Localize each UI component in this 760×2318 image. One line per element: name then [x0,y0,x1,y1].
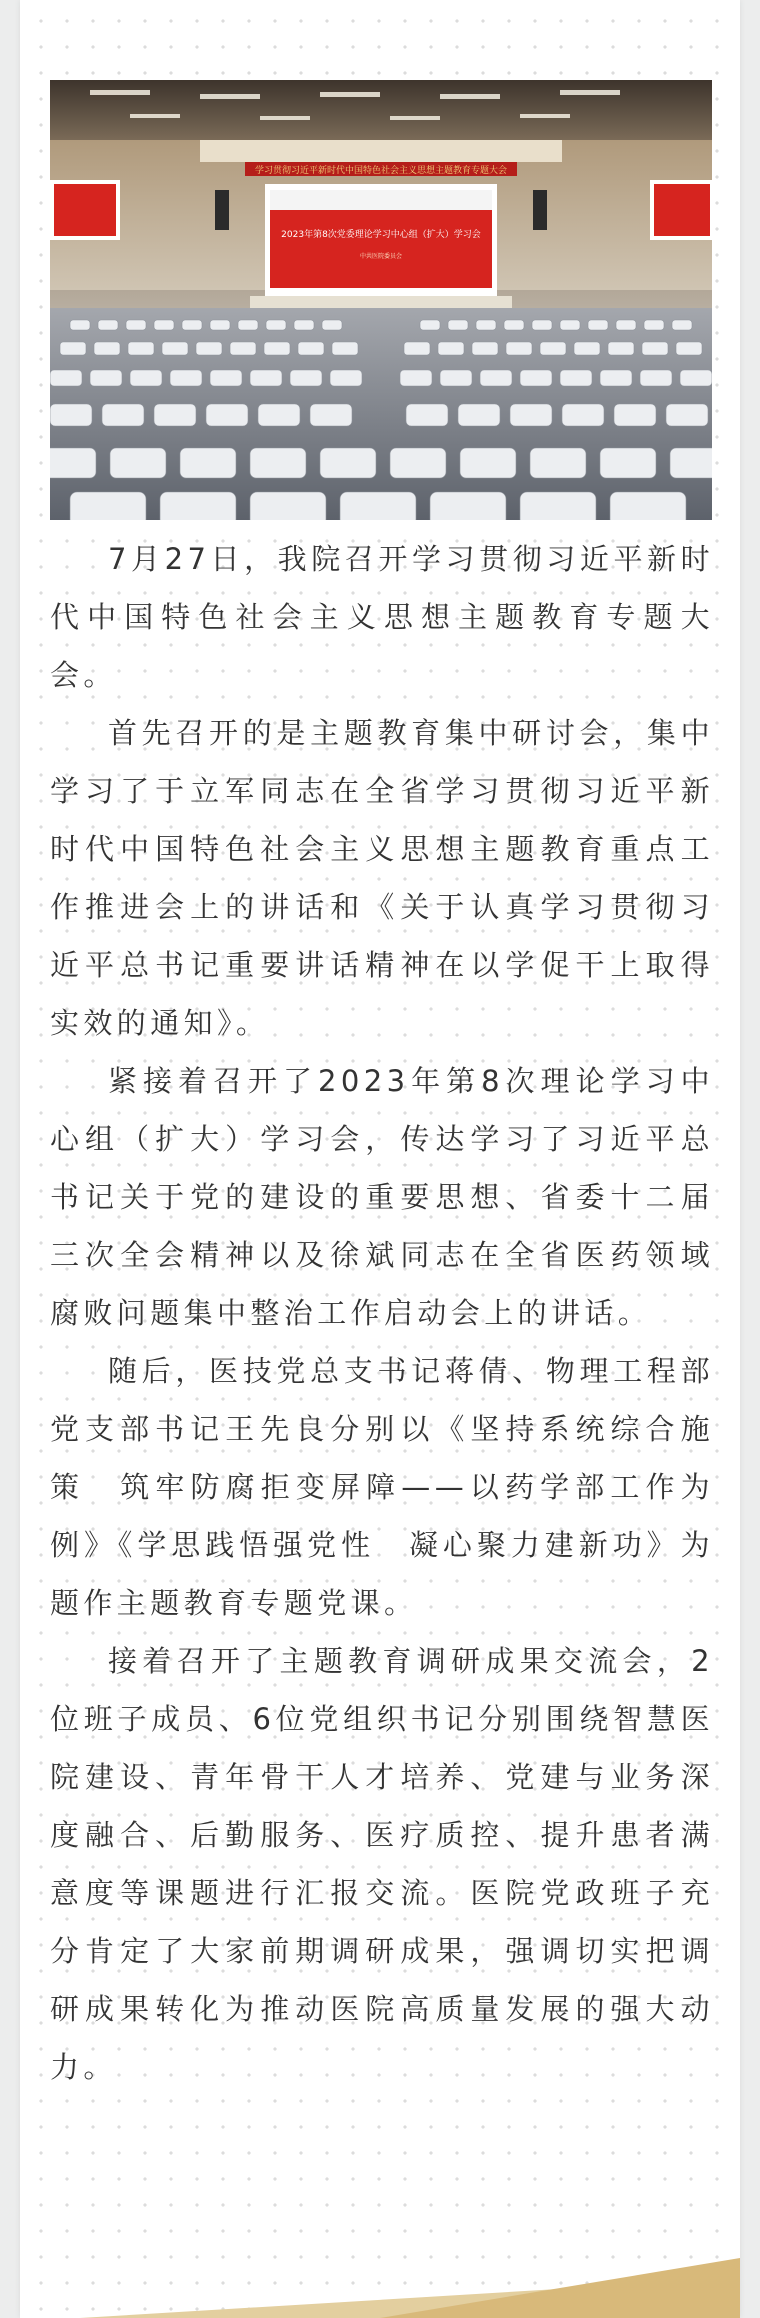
gold-corner-decoration [20,2238,740,2318]
auditorium-illustration [50,80,712,520]
article-paragraph-2: 首先召开的是主题教育集中研讨会，集中学习了于立军同志在全省学习贯彻习近平新时代中国特色社会主义思想主题教育重点工作推进会上的讲话和《关于认真学习贯彻习近平总书记重要讲话精神在以学促干上取得实效的通知》。 [50,716,714,1040]
article-paragraph-1: 7月27日，我院召开学习贯彻习近平新时代中国特色社会主义思想主题教育专题大会。 [50,542,714,692]
screen-org: 中共医院委员会 [359,253,403,260]
meeting-photo [50,80,712,520]
article-paragraph-3: 紧接着召开了2023年第8次理论学习中心组（扩大）学习会，传达学习了习近平总书记关于党的建设的重要思想、省委十二届三次全会精神以及徐斌同志在全省医药领域腐败问题集中整治工作启动会上的讲话。 [50,1064,714,1330]
article-paragraph-4: 随后，医技党总支书记蒋倩、物理工程部党支部书记王先良分别以《坚持系统综合施策 筑牢防腐拒变屏障——以药学部工作为例》《学思践悟强党性 凝心聚力建新功》为题作主题教育专题党课。 [50,1354,714,1620]
article-paragraph-5: 接着召开了主题教育调研成果交流会，2位班子成员、6位党组织书记分别围绕智慧医院建设、青年骨干人才培养、党建与业务深度融合、后勤服务、医疗质控、提升患者满意度等课题进行汇报交流。医院党政班子充分肯定了大家前期调研成果，强调切实把调研成果转化为推动医院高质量发展的强大动力。 [50,1644,714,2084]
article-card [20,0,740,2318]
banner-text: 学习贯彻习近平新时代中国特色社会主义思想主题教育专题大会 [254,166,508,176]
article-body [50,530,714,2096]
screen-title: 2023年第8次党委理论学习中心组（扩大）学习会 [281,230,481,240]
